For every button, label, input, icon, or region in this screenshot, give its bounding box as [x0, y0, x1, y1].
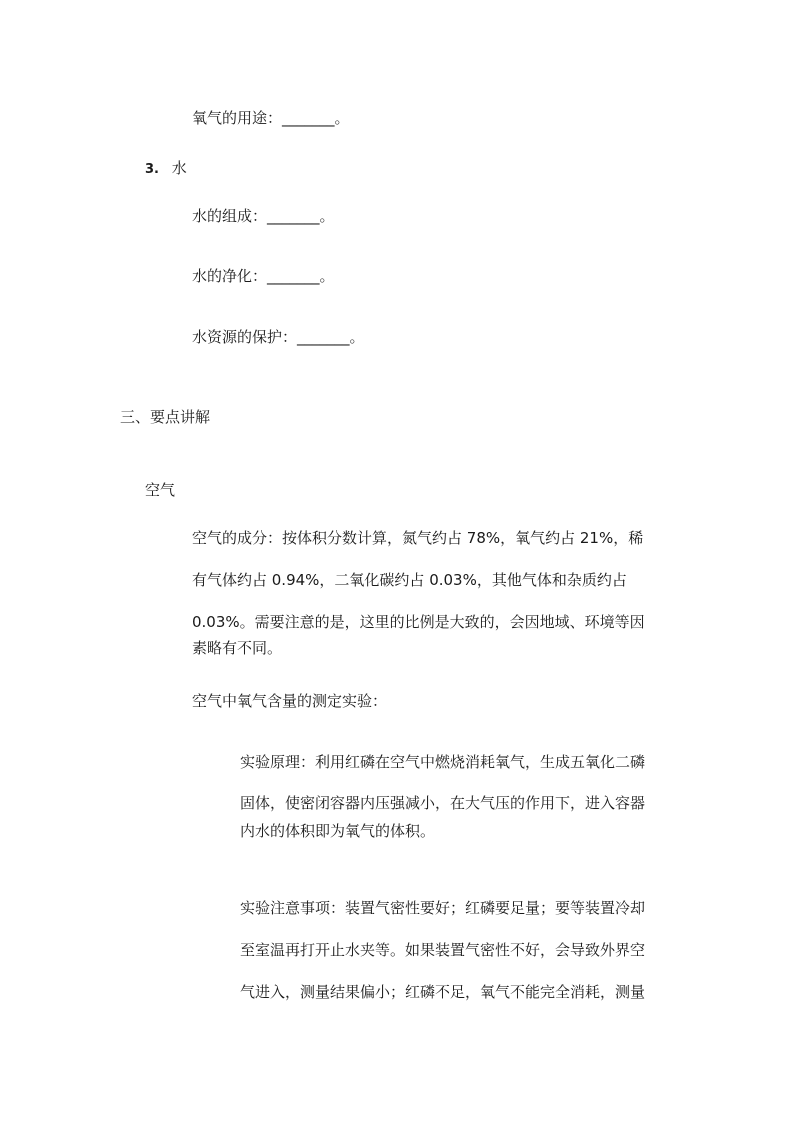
notes-line-1: 实验注意事项：装置气密性要好；红磷要足量；要等装置冷却 — [240, 899, 646, 917]
notes-line-3: 气进入，测量结果偏小；红磷不足，氧气不能完全消耗，测量 — [240, 983, 646, 1001]
air-components-line-1: 空气的成分：按体积分数计算，氮气约占 78%，氧气约占 21%，稀 — [192, 529, 644, 547]
air-components-paragraph — [192, 528, 682, 658]
air-components-line-3: 0.03%。需要注意的是，这里的比例是大致的，会因地域、环境等因 — [192, 613, 645, 631]
oxygen-use-line: 氧气的用途：_______。 — [192, 109, 350, 127]
water-composition-line: 水的组成：_______。 — [192, 207, 335, 225]
water-protection-line: 水资源的保护：_______。 — [192, 328, 365, 346]
notes-line-2: 至室温再打开止水夹等。如果装置气密性不好，会导致外界空 — [240, 941, 646, 959]
principle-line-2: 固体，使密闭容器内压强减小，在大气压的作用下，进入容器 — [240, 794, 646, 812]
air-heading: 空气 — [145, 481, 176, 499]
principle-line-1: 实验原理：利用红磷在空气中燃烧消耗氧气，生成五氧化二磷 — [240, 753, 646, 771]
air-components-line-2: 有气体约占 0.94%，二氧化碳约占 0.03%，其他气体和杂质约占 — [192, 571, 627, 589]
principle-paragraph — [240, 752, 680, 841]
principle-line-3: 内水的体积即为氧气的体积。 — [240, 822, 436, 840]
section-heading-key-points: 三、要点讲解 — [120, 408, 211, 426]
section-title: 水 — [171, 159, 187, 177]
water-purification-line: 水的净化：_______。 — [192, 267, 335, 285]
air-components-line-4: 素略有不同。 — [192, 639, 283, 657]
section-3-heading — [145, 158, 187, 180]
experiment-title: 空气中氧气含量的测定实验： — [192, 692, 388, 710]
section-number: 3. — [145, 162, 159, 177]
notes-paragraph — [240, 898, 680, 1002]
